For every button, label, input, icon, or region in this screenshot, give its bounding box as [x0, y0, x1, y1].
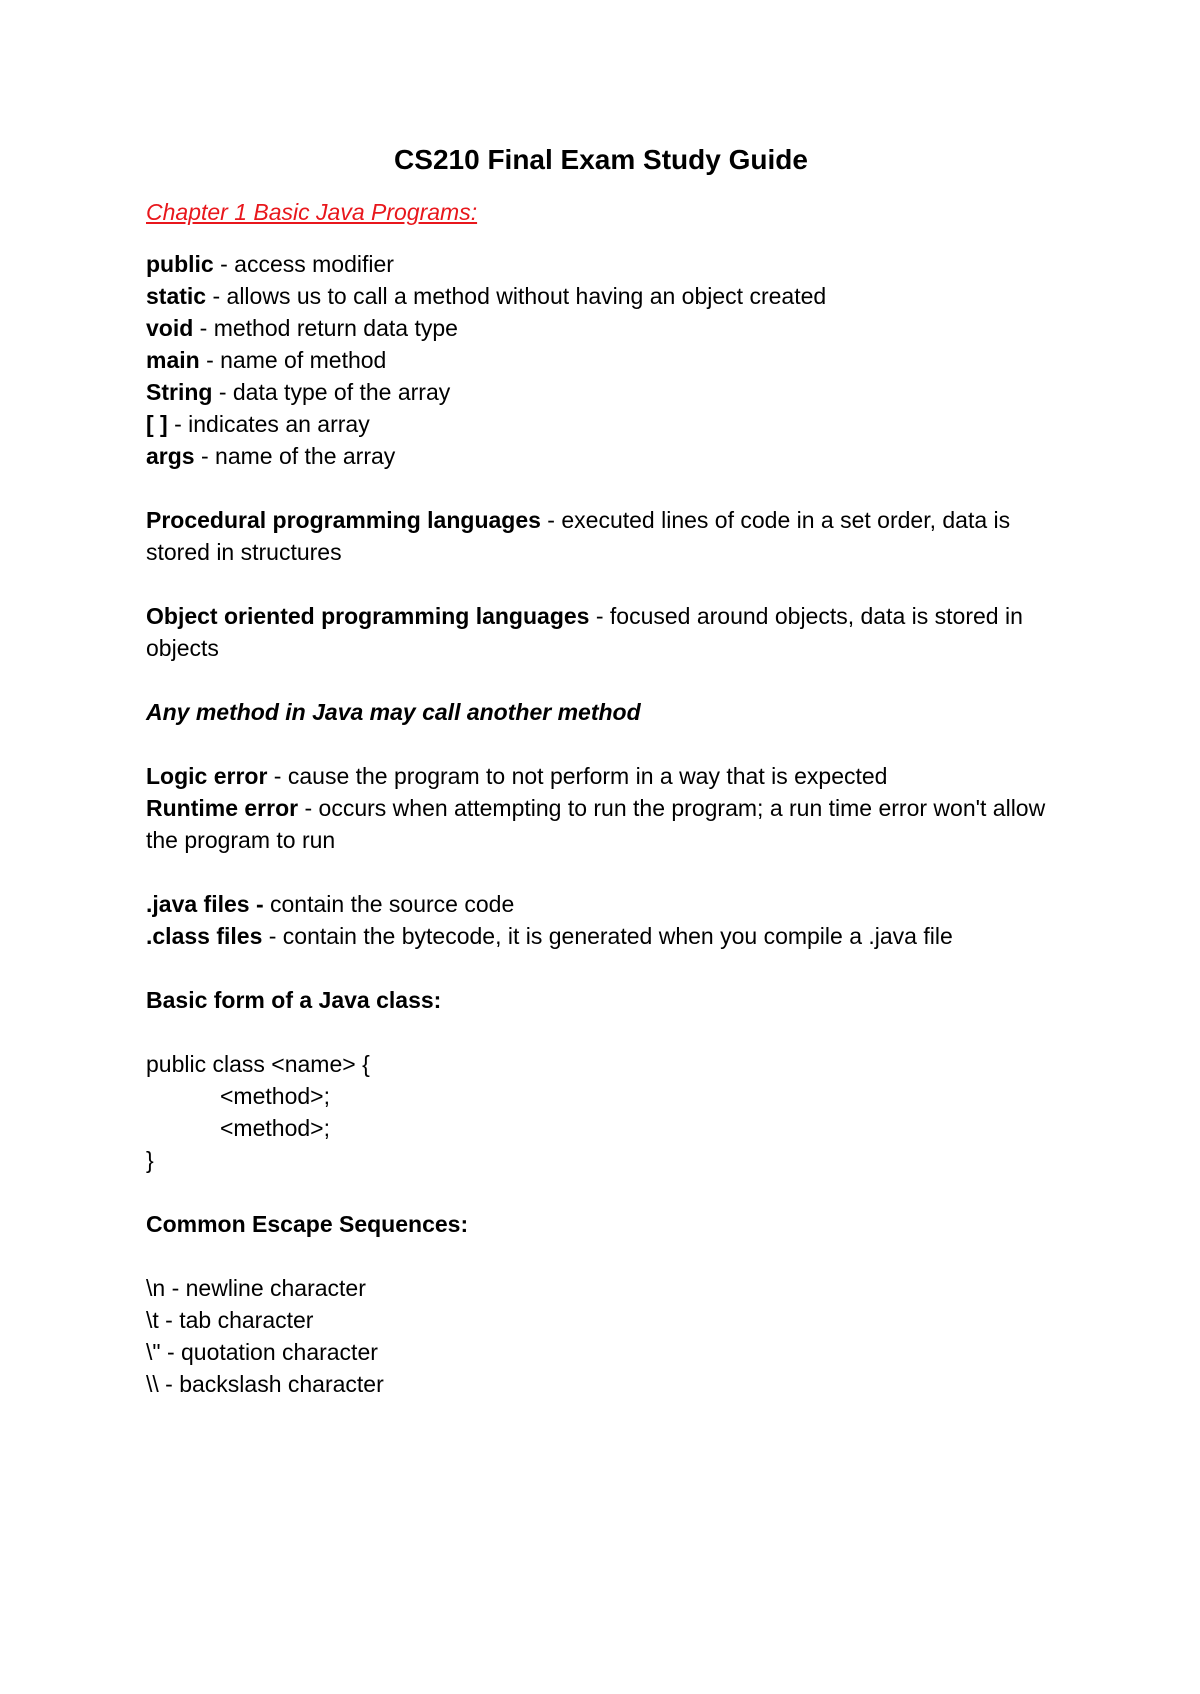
- escape-item: \n - newline character: [146, 1275, 366, 1301]
- definition-public: [146, 248, 1076, 280]
- definition-brackets: [146, 408, 1076, 440]
- code-line: }: [146, 1147, 154, 1173]
- term: main: [146, 347, 200, 373]
- definition: - allows us to call a method without having an object created: [206, 283, 827, 309]
- code-line: <method>;: [220, 1115, 330, 1141]
- escape-item: \t - tab character: [146, 1307, 314, 1333]
- term: Procedural programming languages: [146, 507, 541, 533]
- definition-procedural: [146, 504, 1076, 568]
- definition-void: [146, 312, 1076, 344]
- escape-heading: [146, 1208, 1076, 1240]
- term: [ ]: [146, 411, 168, 437]
- definition: - data type of the array: [212, 379, 451, 405]
- escape-item: \\ - backslash character: [146, 1371, 384, 1397]
- term: public: [146, 251, 214, 277]
- term: Logic error: [146, 763, 268, 789]
- code-line: public class <name> {: [146, 1051, 370, 1077]
- escape-sequence-list: [146, 1272, 1076, 1400]
- definition: - occurs when attempting to run the program; a run time error won't allow the program to run: [146, 795, 1046, 853]
- main-signature-list: [146, 248, 1076, 472]
- definition: - name of the array: [194, 443, 396, 469]
- heading-text: Basic form of a Java class:: [146, 987, 442, 1013]
- definition: - cause the program to not perform in a way that is expected: [267, 763, 888, 789]
- heading-text: Common Escape Sequences:: [146, 1211, 469, 1237]
- term: args: [146, 443, 195, 469]
- definition-static: [146, 280, 1076, 312]
- method-note: Any method in Java may call another method: [146, 699, 641, 725]
- definition: - method return data type: [193, 315, 458, 341]
- definition: - executed lines of code in a set order, data is stored in structures: [146, 507, 1011, 565]
- term: Object oriented programming languages: [146, 603, 590, 629]
- definition: - focused around objects, data is stored in objects: [146, 603, 1023, 661]
- class-form-heading: [146, 984, 1076, 1016]
- term: static: [146, 283, 207, 309]
- term: Runtime error: [146, 795, 299, 821]
- definition-args: [146, 440, 1076, 472]
- chapter-heading: Chapter 1 Basic Java Programs:: [146, 199, 478, 225]
- code-line: <method>;: [220, 1083, 330, 1109]
- term: String: [146, 379, 213, 405]
- definition-object-oriented: [146, 600, 1076, 664]
- definition-class-files: [146, 920, 1076, 952]
- definition: - contain the bytecode, it is generated when you compile a .java file: [262, 923, 953, 949]
- definition-main: [146, 344, 1076, 376]
- term: .java files -: [146, 891, 271, 917]
- document-page: [146, 138, 1076, 1400]
- definition: - name of method: [199, 347, 387, 373]
- term: void: [146, 315, 194, 341]
- definition-runtime-error: [146, 792, 1076, 856]
- definition: - indicates an array: [167, 411, 370, 437]
- page-title: CS210 Final Exam Study Guide: [394, 144, 808, 175]
- class-form-code: [146, 1048, 1076, 1176]
- definition-logic-error: [146, 760, 1076, 792]
- escape-item: \" - quotation character: [146, 1339, 378, 1365]
- definition: contain the source code: [270, 891, 515, 917]
- definition-string: [146, 376, 1076, 408]
- term: .class files: [146, 923, 263, 949]
- definition-java-files: [146, 888, 1076, 920]
- definition: - access modifier: [213, 251, 394, 277]
